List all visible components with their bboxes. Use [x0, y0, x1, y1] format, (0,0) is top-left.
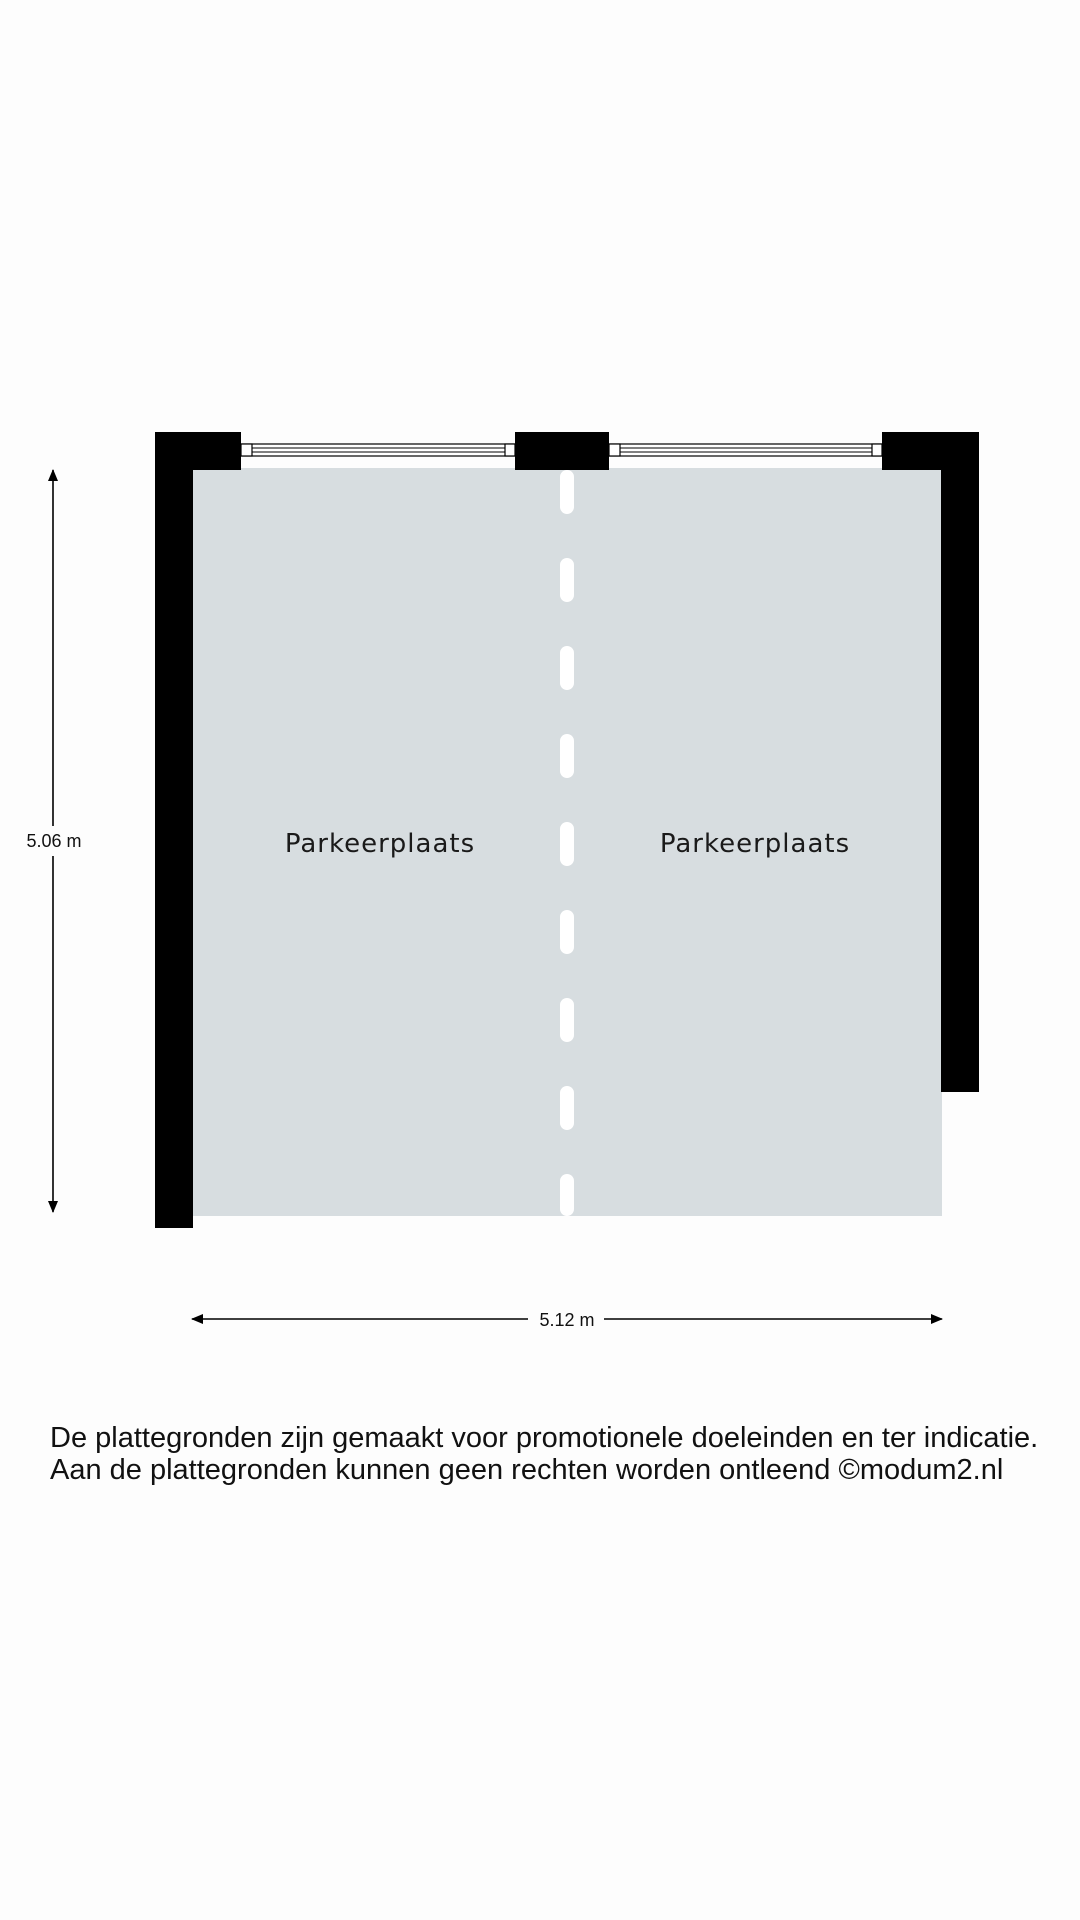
disclaimer-line-2: Aan de plattegronden kunnen geen rechten worden ontleend ©modum2.nl	[50, 1454, 1004, 1486]
lane-dash	[560, 910, 574, 954]
garage-door-right	[609, 444, 882, 456]
lane-dash	[560, 1086, 574, 1130]
left-wall	[155, 432, 193, 1228]
garage-door-left	[241, 444, 515, 456]
lane-dash	[560, 734, 574, 778]
lane-dash	[560, 998, 574, 1042]
lane-marking	[560, 470, 574, 1216]
right-wall	[941, 432, 979, 1092]
disclaimer	[50, 1422, 1070, 1486]
height-dimension	[26, 470, 81, 1212]
disclaimer-line-1: De plattegronden zijn gemaakt voor promotionele doeleinden en ter indicatie.	[50, 1422, 1039, 1454]
height-dimension-label: 5.06 m	[26, 831, 82, 851]
middle-pillar	[515, 432, 609, 470]
lane-dash	[560, 646, 574, 690]
width-dimension-label: 5.12 m	[539, 1310, 595, 1330]
room-label-parking-left: Parkeerplaats	[284, 829, 476, 859]
lane-dash	[560, 822, 574, 866]
lane-dash	[560, 558, 574, 602]
width-dimension	[192, 1310, 942, 1330]
lane-dash	[560, 1174, 574, 1216]
lane-dash	[560, 470, 574, 514]
room-label-parking-right: Parkeerplaats	[659, 829, 851, 859]
top-left-wall-segment	[155, 432, 241, 470]
